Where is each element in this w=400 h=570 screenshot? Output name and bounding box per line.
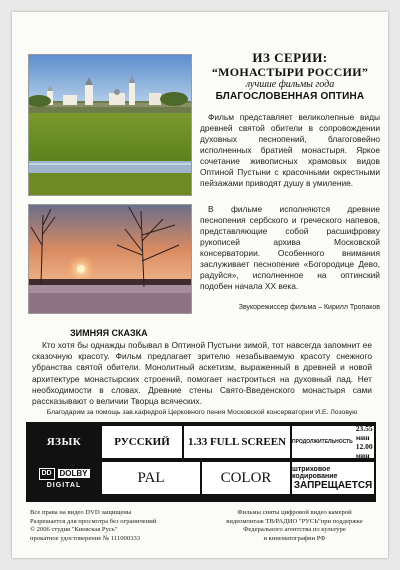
acknowledgement: Благодарим за помощь зав.кафедрой Церковного пения Московской консерватории И.Е. Лозовую bbox=[46, 409, 358, 416]
color-cell bbox=[202, 462, 290, 494]
duration-1: 23.55 мин bbox=[355, 424, 373, 442]
series-label: ИЗ СЕРИИ: bbox=[252, 50, 328, 65]
dolby-word: DOLBY bbox=[59, 469, 88, 478]
production-line: и кинематографии РФ bbox=[263, 534, 326, 542]
duration-values bbox=[356, 424, 374, 460]
film-description-1: Фильм представляет великолепные виды древней святой обители в сопровождении духовных песнопений, благоговейно исполненных братией монастыря. Яркое сочетание живописных храмовых видов Оптиной Пустыни с красочными окрестными пейзажами приводят душу в умиление. bbox=[200, 112, 380, 188]
production-line: Фильмы сняты цифровой видео камерой bbox=[237, 509, 352, 516]
dolby-digital-text: DIGITAL bbox=[46, 481, 82, 489]
dolby-digital-logo bbox=[28, 462, 100, 494]
rights-line: © 2006 студия "Киевская Русь" bbox=[30, 526, 118, 534]
color-format: COLOR bbox=[220, 469, 272, 486]
language-cell bbox=[102, 426, 182, 458]
series-subtitle: лучшие фильмы года bbox=[245, 79, 335, 90]
aspect-cell bbox=[184, 426, 290, 458]
dolby-double-d-icon: DD bbox=[39, 468, 55, 480]
dvd-back-cover bbox=[12, 12, 388, 558]
specs-table bbox=[26, 422, 376, 502]
winter-sunset-photo bbox=[28, 204, 192, 314]
duration-2: 12.00 мин bbox=[355, 442, 373, 460]
sound-director-credit: Звукорежиссер фильма – Кирилл Тропаков bbox=[238, 304, 380, 311]
aspect-value: 1.33 FULL SCREEN bbox=[187, 436, 287, 448]
copy-protection-cell bbox=[292, 462, 374, 494]
production-line: видеомонтаж ТВ/РАДИО "РУСЬ"при поддержке bbox=[226, 517, 363, 525]
rights-line: Все права на видео DVD защищены bbox=[30, 509, 132, 516]
film-description-2: В фильме исполняются древние песнопения сербского и греческого напевов, представляющие собой расшифровку рукописей архива Московской консерватории. Особенного внимания заслуживает песнопение «Богородице Дево, радуйся», исполненное на оптинский подобен начала XX века. bbox=[200, 204, 380, 291]
language-label: ЯЗЫК bbox=[28, 426, 100, 458]
duration-cell bbox=[292, 426, 374, 458]
system-cell bbox=[102, 462, 200, 494]
series-title: “МОНАСТЫРИ РОССИИ” bbox=[211, 65, 369, 79]
winter-film-title: ЗИМНЯЯ СКАЗКА bbox=[70, 328, 148, 338]
rights-line: прокатное удостоверение № 111000333 bbox=[30, 534, 141, 542]
monastery-summer-photo bbox=[28, 54, 192, 196]
copy-protection-line1: штриховое кодирование bbox=[292, 465, 338, 480]
production-line: Федерального агентства по культуре bbox=[243, 526, 346, 534]
copy-protection-line2: ЗАПРЕЩАЕТСЯ bbox=[293, 479, 373, 491]
specs-row-1 bbox=[26, 426, 376, 462]
series-heading bbox=[200, 50, 380, 103]
production-notice bbox=[212, 509, 377, 543]
winter-film-description: Кто хотя бы однажды побывал в Оптиной Пустыни зимой, тот навсегда запомнит ее сказочную красоту. Фильм предлагает зрителю незабываемую красоту снежного убранства святой обители. Монолитный аскетизм, выраженный в древней и новой архитектуре монастырских строений, помогает настроиться на духовный лад. Нет необходимости в словах. Древние стены Свято-Введенского монастыря сами рассказывают о величии Творца всяческих. bbox=[32, 340, 372, 407]
language-value: РУССКИЙ bbox=[114, 436, 170, 448]
dolby-top bbox=[39, 468, 90, 480]
rights-notice bbox=[30, 509, 195, 543]
duration-label: ПРОДОЛЖИТЕЛЬНОСТЬ bbox=[292, 439, 353, 445]
specs-row-2 bbox=[26, 462, 376, 498]
video-system: PAL bbox=[137, 469, 165, 486]
rights-line: Разрешается для просмотра без ограничений bbox=[30, 517, 157, 525]
film-title: БЛАГОСЛОВЕННАЯ ОПТИНА bbox=[215, 91, 365, 102]
